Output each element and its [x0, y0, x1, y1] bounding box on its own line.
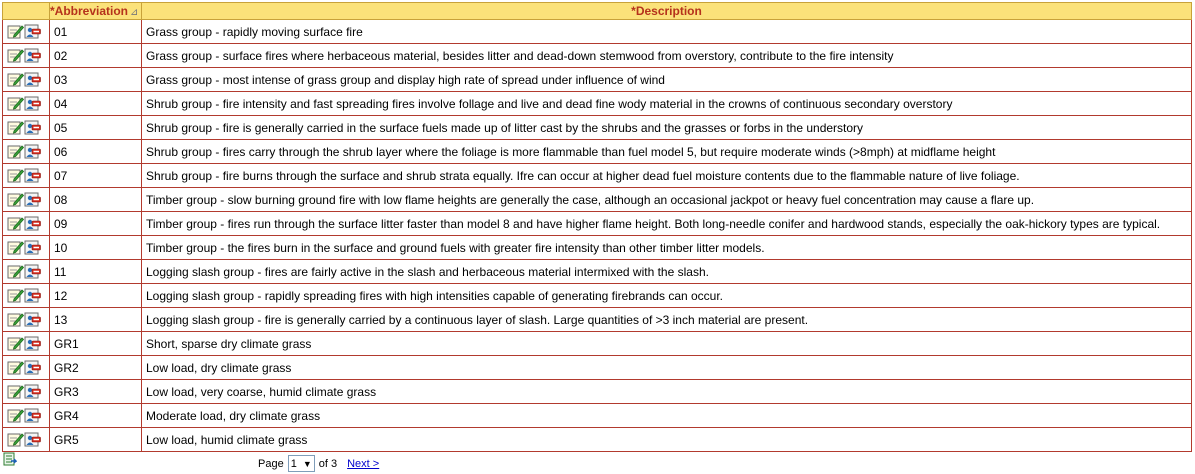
table-row [3, 308, 1192, 332]
abbreviation-cell: 13 [50, 308, 142, 332]
description-cell: Grass group - surface fires where herbaceous material, besides litter and dead-down stemwood from overstory, contribute to the fire intensity [142, 44, 1192, 68]
description-cell: Low load, humid climate grass [142, 428, 1192, 452]
row-actions [3, 332, 50, 356]
description-cell: Timber group - slow burning ground fire with low flame heights are generally the case, although an occasional jackpot or heavy fuel concentration may cause a flare up. [142, 188, 1192, 212]
edit-icon[interactable] [7, 432, 24, 446]
page-select-value: 1 [290, 457, 297, 470]
row-actions [3, 380, 50, 404]
table-row [3, 380, 1192, 404]
description-cell: Low load, very coarse, humid climate grass [142, 380, 1192, 404]
delete-icon[interactable] [24, 240, 41, 254]
edit-icon[interactable] [7, 144, 24, 158]
abbreviation-cell: 10 [50, 236, 142, 260]
delete-icon[interactable] [24, 384, 41, 398]
row-actions [3, 20, 50, 44]
row-actions [3, 236, 50, 260]
table-row [3, 92, 1192, 116]
abbreviation-cell: 07 [50, 164, 142, 188]
page-label: Page [258, 457, 284, 470]
description-cell: Logging slash group - rapidly spreading fires with high intensities capable of generating firebrands can occur. [142, 284, 1192, 308]
edit-icon[interactable] [7, 48, 24, 62]
row-actions [3, 212, 50, 236]
table-row [3, 356, 1192, 380]
delete-icon[interactable] [24, 168, 41, 182]
edit-icon[interactable] [7, 264, 24, 278]
table-row [3, 140, 1192, 164]
delete-icon[interactable] [24, 48, 41, 62]
delete-icon[interactable] [24, 312, 41, 326]
grid-header-row [3, 3, 1192, 20]
abbreviation-cell: 02 [50, 44, 142, 68]
delete-icon[interactable] [24, 264, 41, 278]
edit-icon[interactable] [7, 216, 24, 230]
edit-icon[interactable] [7, 72, 24, 86]
edit-icon[interactable] [7, 288, 24, 302]
row-actions [3, 44, 50, 68]
grid-body [3, 20, 1192, 452]
abbreviation-cell: 12 [50, 284, 142, 308]
table-row [3, 284, 1192, 308]
row-actions [3, 140, 50, 164]
description-cell: Grass group - most intense of grass group and display high rate of spread under influence of wind [142, 68, 1192, 92]
edit-icon[interactable] [7, 168, 24, 182]
actions-header [3, 3, 50, 20]
edit-icon[interactable] [7, 192, 24, 206]
edit-icon[interactable] [7, 384, 24, 398]
abbreviation-cell: 04 [50, 92, 142, 116]
edit-icon[interactable] [7, 96, 24, 110]
page-select[interactable] [288, 455, 315, 472]
description-cell: Low load, dry climate grass [142, 356, 1192, 380]
description-cell: Shrub group - fire intensity and fast spreading fires involve follage and live and dead fine wody material in the crowns of continuous secondary overstory [142, 92, 1192, 116]
delete-icon[interactable] [24, 120, 41, 134]
table-row [3, 188, 1192, 212]
abbreviation-cell: GR1 [50, 332, 142, 356]
table-row [3, 428, 1192, 452]
row-actions [3, 404, 50, 428]
abbreviation-cell: GR2 [50, 356, 142, 380]
table-row [3, 212, 1192, 236]
edit-icon[interactable] [7, 360, 24, 374]
abbreviation-cell: GR3 [50, 380, 142, 404]
abbreviation-cell: 03 [50, 68, 142, 92]
delete-icon[interactable] [24, 72, 41, 86]
chevron-down-icon: ▼ [302, 458, 312, 469]
table-row [3, 44, 1192, 68]
row-actions [3, 284, 50, 308]
abbreviation-cell: GR5 [50, 428, 142, 452]
delete-icon[interactable] [24, 432, 41, 446]
abbreviation-cell: GR4 [50, 404, 142, 428]
abbreviation-cell: 09 [50, 212, 142, 236]
edit-icon[interactable] [7, 240, 24, 254]
description-cell: Shrub group - fire is generally carried in the surface fuels made up of litter cast by the shrubs and the grasses or forbs in the understory [142, 116, 1192, 140]
description-cell: Timber group - the fires burn in the surface and ground fuels with greater fire intensity than other timber litter models. [142, 236, 1192, 260]
table-row [3, 68, 1192, 92]
delete-icon[interactable] [24, 96, 41, 110]
abbreviation-cell: 08 [50, 188, 142, 212]
row-actions [3, 92, 50, 116]
delete-icon[interactable] [24, 288, 41, 302]
table-row [3, 116, 1192, 140]
edit-icon[interactable] [7, 120, 24, 134]
fuel-model-grid [2, 2, 1192, 452]
edit-icon[interactable] [7, 336, 24, 350]
table-row [3, 260, 1192, 284]
delete-icon[interactable] [24, 336, 41, 350]
next-page-link[interactable]: Next > [347, 457, 380, 470]
table-row [3, 332, 1192, 356]
edit-icon[interactable] [7, 408, 24, 422]
description-header-label: *Description [631, 4, 702, 18]
description-cell: Grass group - rapidly moving surface fire [142, 20, 1192, 44]
abbreviation-cell: 01 [50, 20, 142, 44]
sort-icon[interactable]: ⊿ [130, 7, 139, 18]
description-cell: Logging slash group - fires are fairly active in the slash and herbaceous material intermixed with the slash. [142, 260, 1192, 284]
edit-icon[interactable] [7, 312, 24, 326]
table-row [3, 404, 1192, 428]
description-cell: Shrub group - fire burns through the surface and shrub strata equally. Ifre can occur at higher dead fuel moisture contents due to the flammable nature of live foliage. [142, 164, 1192, 188]
delete-icon[interactable] [24, 360, 41, 374]
row-actions [3, 68, 50, 92]
description-column-header[interactable] [142, 3, 1192, 20]
delete-icon[interactable] [24, 216, 41, 230]
row-actions [3, 428, 50, 452]
page-count-label: of 3 [318, 457, 338, 470]
abbreviation-cell: 11 [50, 260, 142, 284]
description-cell: Shrub group - fires carry through the shrub layer where the foliage is more flammable than fuel model 5, but require moderate winds (>8mph) at midflame height [142, 140, 1192, 164]
description-cell: Logging slash group - fire is generally carried by a continuous layer of slash. Large quantities of >3 inch material are present. [142, 308, 1192, 332]
abbreviation-cell: 06 [50, 140, 142, 164]
description-cell: Short, sparse dry climate grass [142, 332, 1192, 356]
row-actions [3, 164, 50, 188]
table-row [3, 20, 1192, 44]
table-row [3, 164, 1192, 188]
description-cell: Moderate load, dry climate grass [142, 404, 1192, 428]
row-actions [3, 308, 50, 332]
pager [258, 455, 379, 472]
abbreviation-cell: 05 [50, 116, 142, 140]
row-actions [3, 116, 50, 140]
abbreviation-header-label: *Abbreviation [50, 4, 129, 18]
edit-icon[interactable] [7, 24, 24, 38]
table-row [3, 236, 1192, 260]
row-actions [3, 260, 50, 284]
abbreviation-column-header[interactable] [50, 3, 142, 20]
row-actions [3, 356, 50, 380]
delete-icon[interactable] [24, 24, 41, 38]
delete-icon[interactable] [24, 408, 41, 422]
row-actions [3, 188, 50, 212]
excel-export-icon[interactable] [3, 452, 17, 466]
delete-icon[interactable] [24, 192, 41, 206]
delete-icon[interactable] [24, 144, 41, 158]
description-cell: Timber group - fires run through the surface litter faster than model 8 and have higher flame height. Both long-needle conifer and hardwood stands, especially the oak-hickory types are typical. [142, 212, 1192, 236]
